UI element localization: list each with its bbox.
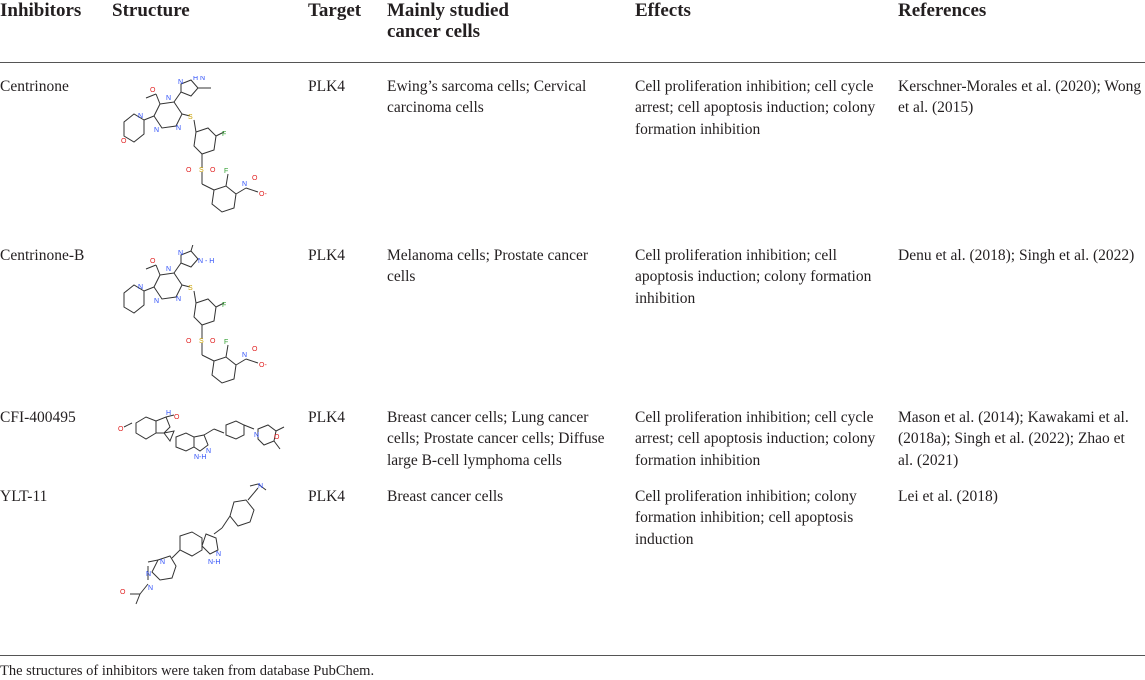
references: Lei et al. (2018) [898, 488, 998, 505]
target: PLK4 [308, 78, 346, 95]
svg-text:O: O [210, 167, 216, 174]
svg-text:N: N [154, 298, 160, 305]
svg-text:O-: O- [259, 191, 267, 198]
svg-text:F: F [222, 302, 227, 309]
svg-text:N: N [206, 448, 212, 455]
table-row [0, 76, 1145, 236]
effects: Cell proliferation inhibition; cell apoptosis induction; colony formation inhibition [635, 247, 872, 307]
cancer-cells: Ewing’s sarcoma cells; Cervical carcinoma cells [387, 78, 587, 117]
svg-text:O: O [186, 338, 192, 345]
header-rule [0, 62, 1145, 63]
svg-text:N: N [216, 551, 222, 558]
inhibitor-name: Centrinone-B [0, 247, 85, 264]
svg-text:N: N [176, 125, 182, 132]
svg-text:O: O [120, 589, 126, 596]
svg-text:O: O [274, 434, 280, 441]
svg-text:O: O [186, 167, 192, 174]
svg-text:H N: H N [193, 76, 206, 82]
svg-text:N: N [160, 559, 166, 566]
centrinone-b-structure-icon [118, 245, 278, 385]
svg-text:O: O [210, 338, 216, 345]
svg-text:O: O [150, 258, 156, 265]
svg-text:N-H: N-H [208, 559, 221, 566]
svg-text:N: N [154, 127, 160, 134]
references: Kerschner-Morales et al. (2020); Wong et al. (2015) [898, 78, 1142, 117]
table-row [0, 245, 1145, 405]
target: PLK4 [308, 247, 346, 264]
svg-text:S: S [188, 285, 193, 292]
svg-text:N: N [138, 113, 144, 120]
cfi-400495-structure-icon [118, 407, 298, 463]
header-inhibitors: Inhibitors [0, 0, 82, 21]
svg-text:O: O [174, 414, 180, 421]
effects: Cell proliferation inhibition; cell cycle arrest; cell apoptosis induction; colony formation inhibition [635, 409, 876, 469]
svg-text:O: O [150, 87, 156, 94]
svg-text:O-: O- [259, 362, 267, 369]
table-bottom-rule [0, 655, 1145, 656]
references: Denu et al. (2018); Singh et al. (2022) [898, 247, 1135, 264]
table-header [0, 0, 1145, 62]
svg-text:N: N [148, 585, 154, 592]
svg-text:N: N [146, 571, 152, 578]
inhibitor-name: CFI-400495 [0, 409, 76, 426]
svg-text:N: N [178, 79, 184, 86]
svg-text:S: S [199, 167, 204, 174]
svg-text:F: F [224, 168, 229, 175]
svg-text:N: N [138, 284, 144, 291]
svg-text:N-H: N-H [194, 454, 207, 461]
table-footnote: The structures of inhibitors were taken from database PubChem. [0, 663, 375, 679]
svg-text:S: S [199, 338, 204, 345]
centrinone-structure-icon [118, 76, 278, 216]
svg-text:N: N [242, 352, 248, 359]
svg-text:O: O [252, 175, 258, 182]
svg-text:N - H: N - H [198, 258, 215, 265]
table-row [0, 483, 1145, 646]
ylt-11-structure-icon [118, 480, 278, 630]
svg-text:N: N [178, 250, 184, 257]
svg-text:O: O [121, 138, 127, 145]
svg-text:F: F [222, 131, 227, 138]
svg-text:O: O [118, 426, 124, 433]
cancer-cells: Breast cancer cells; Lung cancer cells; Prostate cancer cells; Diffuse large B-cell lymphoma cells [387, 409, 605, 469]
header-references: References [898, 0, 987, 21]
header-target: Target [308, 0, 362, 21]
svg-text:O: O [252, 346, 258, 353]
inhibitor-name: Centrinone [0, 78, 69, 95]
svg-text:N: N [176, 296, 182, 303]
svg-text:N: N [242, 181, 248, 188]
target: PLK4 [308, 488, 346, 505]
target: PLK4 [308, 409, 346, 426]
svg-text:N: N [258, 483, 264, 490]
header-effects: Effects [635, 0, 691, 21]
references: Mason et al. (2014); Kawakami et al. (2018a); Singh et al. (2022); Zhao et al. (2021) [898, 409, 1129, 469]
svg-text:N: N [166, 266, 172, 273]
header-cells: Mainly studied cancer cells [387, 0, 509, 42]
cancer-cells: Melanoma cells; Prostate cancer cells [387, 247, 588, 286]
effects: Cell proliferation inhibition; cell cycle arrest; cell apoptosis induction; colony formation inhibition [635, 78, 876, 138]
svg-text:N: N [254, 432, 260, 439]
svg-text:H: H [166, 410, 172, 417]
header-structure: Structure [112, 0, 190, 21]
svg-text:S: S [188, 114, 193, 121]
svg-text:N: N [166, 95, 172, 102]
effects: Cell proliferation inhibition; colony formation inhibition; cell apoptosis induction [635, 488, 857, 548]
cancer-cells: Breast cancer cells [387, 488, 504, 505]
svg-text:F: F [224, 339, 229, 346]
inhibitor-name: YLT-11 [0, 488, 48, 505]
table-row [0, 407, 1145, 477]
